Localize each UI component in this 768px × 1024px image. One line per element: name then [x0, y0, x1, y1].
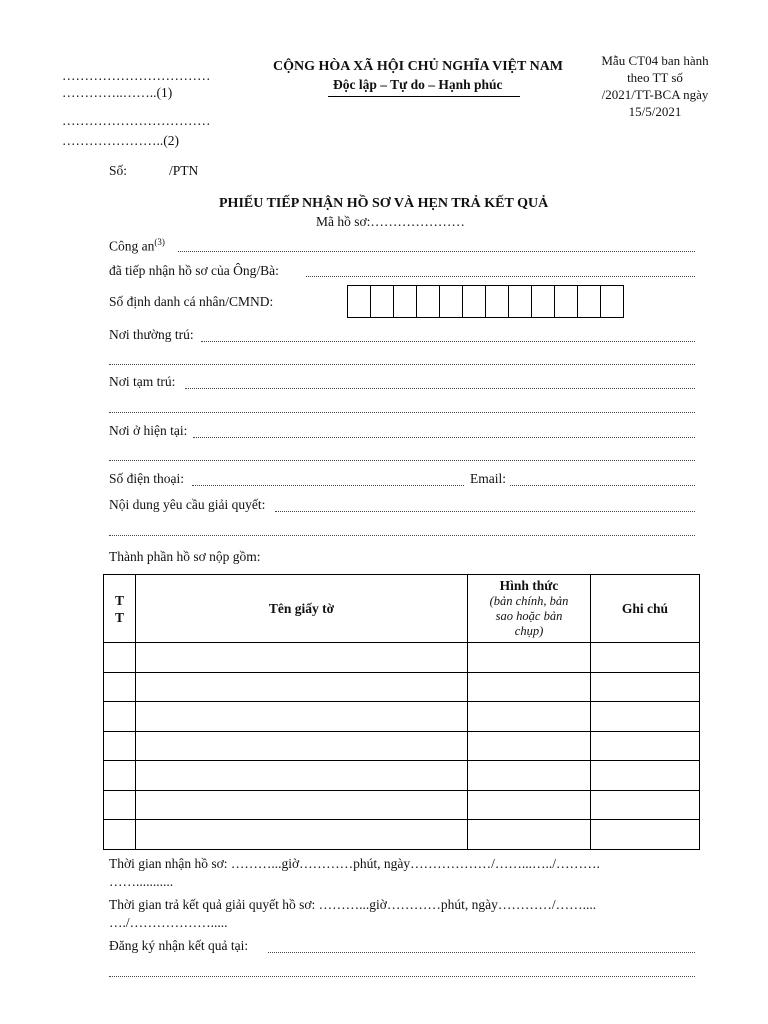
register-label: Đăng ký nhận kết quả tại: [109, 938, 249, 953]
current-fill[interactable] [193, 425, 695, 438]
permanent-fill[interactable] [201, 329, 695, 342]
police-text: Công an [109, 238, 155, 254]
col-form-note: (bản chính, bản sao hoặc bản chụp) [489, 594, 569, 638]
temporary-fill[interactable] [185, 376, 695, 389]
return-time-line-2[interactable]: …./………………..... [109, 915, 228, 930]
received-from-label: đã tiếp nhận hồ sơ của Ông/Bà: [109, 263, 279, 278]
request-fill[interactable] [275, 499, 695, 512]
col-tt: T T [104, 575, 136, 643]
table-row[interactable] [104, 643, 700, 673]
return-time-line-1[interactable]: Thời gian trả kết quả giải quyết hồ sơ: ………...giờ…………phút, ngày…………/…….... [109, 897, 597, 912]
number-suffix: /PTN [169, 163, 199, 178]
table-row[interactable] [104, 672, 700, 702]
form-code-line: Mẫu CT04 ban hành [601, 53, 709, 68]
form-code-line: theo TT số [627, 70, 683, 85]
components-label: Thành phần hồ sơ nộp gồm: [109, 549, 261, 564]
country-name: CỘNG HÒA XÃ HỘI CHỦ NGHĨA VIỆT NAM [273, 59, 564, 74]
agency-line-4: …………………..(2) [62, 133, 179, 148]
table-header-row [104, 575, 700, 643]
agency-line-3: …………………………… [62, 113, 211, 128]
agency-line-1: …………………………… [62, 68, 211, 83]
col-note: Ghi chú [591, 575, 700, 643]
police-label [109, 237, 165, 255]
email-fill[interactable] [510, 473, 695, 486]
temporary-label: Nơi tạm trú: [109, 374, 176, 389]
motto: Độc lập – Tự do – Hạnh phúc [333, 77, 503, 92]
form-title: PHIẾU TIẾP NHẬN HỒ SƠ VÀ HẸN TRẢ KẾT QUẢ [219, 196, 549, 211]
temporary-fill-2[interactable] [109, 400, 695, 413]
form-code [600, 52, 710, 120]
record-code: Mã hồ sơ:………………… [316, 214, 465, 229]
col-name: Tên giấy tờ [136, 575, 468, 643]
police-fill[interactable] [178, 239, 695, 252]
table-row[interactable] [104, 731, 700, 761]
request-label: Nội dung yêu cầu giải quyết: [109, 497, 266, 512]
table-row[interactable] [104, 820, 700, 850]
table-row[interactable] [104, 790, 700, 820]
current-fill-2[interactable] [109, 448, 695, 461]
phone-label: Số điện thoại: [109, 471, 184, 486]
permanent-label: Nơi thường trú: [109, 327, 194, 342]
police-sup: (3) [154, 237, 165, 247]
id-number-label: Số định danh cá nhân/CMND: [109, 294, 274, 309]
form-code-line: /2021/TT-BCA ngày [601, 87, 709, 102]
permanent-fill-2[interactable] [109, 352, 695, 365]
col-form-title: Hình thức [499, 578, 559, 593]
phone-fill[interactable] [192, 473, 464, 486]
documents-table [103, 574, 700, 850]
request-fill-2[interactable] [109, 523, 695, 536]
received-from-fill[interactable] [306, 264, 695, 277]
col-form [468, 575, 591, 643]
agency-line-2: …………..……..(1) [62, 85, 173, 100]
email-label: Email: [470, 471, 506, 486]
register-fill[interactable] [268, 940, 695, 953]
id-number-boxes[interactable] [347, 285, 624, 318]
register-fill-2[interactable] [109, 964, 695, 977]
number-label: Số: [109, 163, 128, 178]
motto-underline [328, 96, 520, 97]
table-row[interactable] [104, 761, 700, 791]
table-row[interactable] [104, 702, 700, 732]
current-label: Nơi ở hiện tại: [109, 423, 188, 438]
form-code-line: 15/5/2021 [628, 104, 682, 119]
receive-time-line-1[interactable]: Thời gian nhận hồ sơ: ………...giờ…………phút, ngày………………/……...…../………. [109, 856, 600, 871]
receive-time-line-2[interactable]: ……........... [109, 874, 174, 889]
